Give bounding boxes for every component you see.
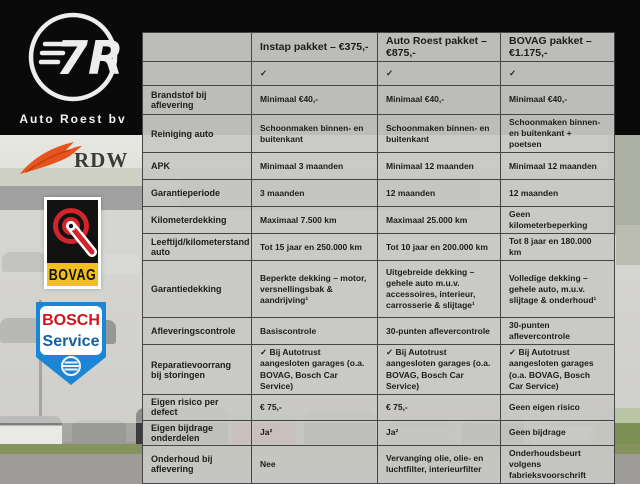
- photo-car: [72, 420, 126, 447]
- table-cell: ✓: [378, 62, 501, 86]
- table-cell: 3 maanden: [252, 180, 378, 207]
- company-name: Auto Roest bv: [19, 112, 127, 126]
- bosch-label: BOSCH: [42, 312, 100, 329]
- table-cell: 12 maanden: [501, 180, 615, 207]
- row-label: APK: [143, 153, 252, 180]
- table-cell: Basiscontrole: [252, 318, 378, 345]
- table-cell: Ja²: [378, 420, 501, 445]
- row-label: Eigen risico per defect: [143, 394, 252, 420]
- table-cell: ✓: [501, 62, 615, 86]
- table-cell: Geen bijdrage: [501, 420, 615, 445]
- row-label: Garantiedekking: [143, 261, 252, 318]
- row-label: [143, 62, 252, 86]
- svg-text:7R: 7R: [56, 31, 124, 85]
- package-comparison-table: [142, 32, 615, 484]
- table-row: [143, 394, 615, 420]
- table-cell: € 75,-: [378, 394, 501, 420]
- table-cell: Onderhoudsbeurt volgens fabrieksvoorschrift: [501, 445, 615, 483]
- table-cell: Tot 10 jaar en 200.000 km: [378, 234, 501, 261]
- table-cell: Vervanging olie, olie- en luchtfilter, interieurfilter: [378, 445, 501, 483]
- table-row: [143, 345, 615, 394]
- table-cell: Beperkte dekking – motor, versnellingsbak & aandrijving¹: [252, 261, 378, 318]
- column-header-instap-pakket: Instap pakket – €375,-: [252, 33, 378, 62]
- service-label: Service: [42, 333, 100, 350]
- table-cell: Uitgebreide dekking – gehele auto m.u.v. accessoires, interieur, carrosserie & slijtage¹: [378, 261, 501, 318]
- table-cell: Volledige dekking – gehele auto, m.u.v. slijtage & onderhoud¹: [501, 261, 615, 318]
- table-row: [143, 115, 615, 153]
- row-label: Afleveringscontrole: [143, 318, 252, 345]
- bovag-logo: [44, 197, 101, 289]
- table-cell: Geen kilometerbeperking: [501, 207, 615, 234]
- bosch-service-logo: [36, 302, 106, 386]
- table-cell: Tot 15 jaar en 250.000 km: [252, 234, 378, 261]
- table-cell: Minimaal 12 maanden: [501, 153, 615, 180]
- table-cell: Maximaal 25.000 km: [378, 207, 501, 234]
- row-label: Leeftijd/kilometerstand auto: [143, 234, 252, 261]
- table-cell: Maximaal 7.500 km: [252, 207, 378, 234]
- table-row: [143, 261, 615, 318]
- table-cell: Geen eigen risico: [501, 394, 615, 420]
- rdw-label: RDW: [74, 148, 129, 172]
- table-cell: ✓: [252, 62, 378, 86]
- auto-roest-monogram-icon: [14, 4, 132, 110]
- table-row: [143, 86, 615, 115]
- table-row: [143, 318, 615, 345]
- table-cell: Minimaal 3 maanden: [252, 153, 378, 180]
- table-cell: € 75,-: [252, 394, 378, 420]
- table-cell: ✓ Bij Autotrust aangesloten garages (o.a. BOVAG, Bosch Car Service): [252, 345, 378, 394]
- auto-roest-logo: [14, 4, 132, 134]
- row-label: Eigen bijdrage onderdelen: [143, 420, 252, 445]
- table-cell: 12 maanden: [378, 180, 501, 207]
- table-row: [143, 420, 615, 445]
- table-cell: Minimaal €40,-: [501, 86, 615, 115]
- table-row: [143, 153, 615, 180]
- table-cell: ✓ Bij Autotrust aangesloten garages (o.a. BOVAG, Bosch Car Service): [378, 345, 501, 394]
- table-cell: Schoonmaken binnen- en buitenkant + poetsen: [501, 115, 615, 153]
- row-label: Brandstof bij aflevering: [143, 86, 252, 115]
- row-label-header: [143, 33, 252, 62]
- table-row: [143, 234, 615, 261]
- table-cell: 30-punten aflevercontrole: [378, 318, 501, 345]
- row-label: Reiniging auto: [143, 115, 252, 153]
- table-cell: Ja²: [252, 420, 378, 445]
- table-cell: Schoonmaken binnen- en buitenkant: [378, 115, 501, 153]
- rdw-logo: [12, 138, 130, 180]
- bovag-label: BOVAG: [48, 265, 97, 284]
- table-cell: 30-punten aflevercontrole: [501, 318, 615, 345]
- table-cell: Tot 8 jaar en 180.000 km: [501, 234, 615, 261]
- bovag-label-band: [47, 263, 98, 286]
- column-header-bovag-pakket: BOVAG pakket – €1.175,-: [501, 33, 615, 62]
- table-cell: Schoonmaken binnen- en buitenkant: [252, 115, 378, 153]
- table-cell: Nee: [252, 445, 378, 483]
- table-row: [143, 180, 615, 207]
- row-label: Reparatievoorrang bij storingen: [143, 345, 252, 394]
- rdw-feather-icon: [12, 138, 130, 180]
- table-row: [143, 62, 615, 86]
- table-cell: Minimaal €40,-: [378, 86, 501, 115]
- row-label: Kilometerdekking: [143, 207, 252, 234]
- table-cell: Minimaal 12 maanden: [378, 153, 501, 180]
- bovag-emblem-icon: [47, 200, 98, 263]
- table-row: [143, 207, 615, 234]
- table-header-row: [143, 33, 615, 62]
- column-header-auto-roest-pakket: Auto Roest pakket – €875,-: [378, 33, 501, 62]
- table-cell: Minimaal €40,-: [252, 86, 378, 115]
- bosch-service-icon: [36, 302, 106, 386]
- row-label: Onderhoud bij aflevering: [143, 445, 252, 483]
- row-label: Garantieperiode: [143, 180, 252, 207]
- table-row: [143, 445, 615, 483]
- table-cell: ✓ Bij Autotrust aangesloten garages (o.a. BOVAG, Bosch Car Service): [501, 345, 615, 394]
